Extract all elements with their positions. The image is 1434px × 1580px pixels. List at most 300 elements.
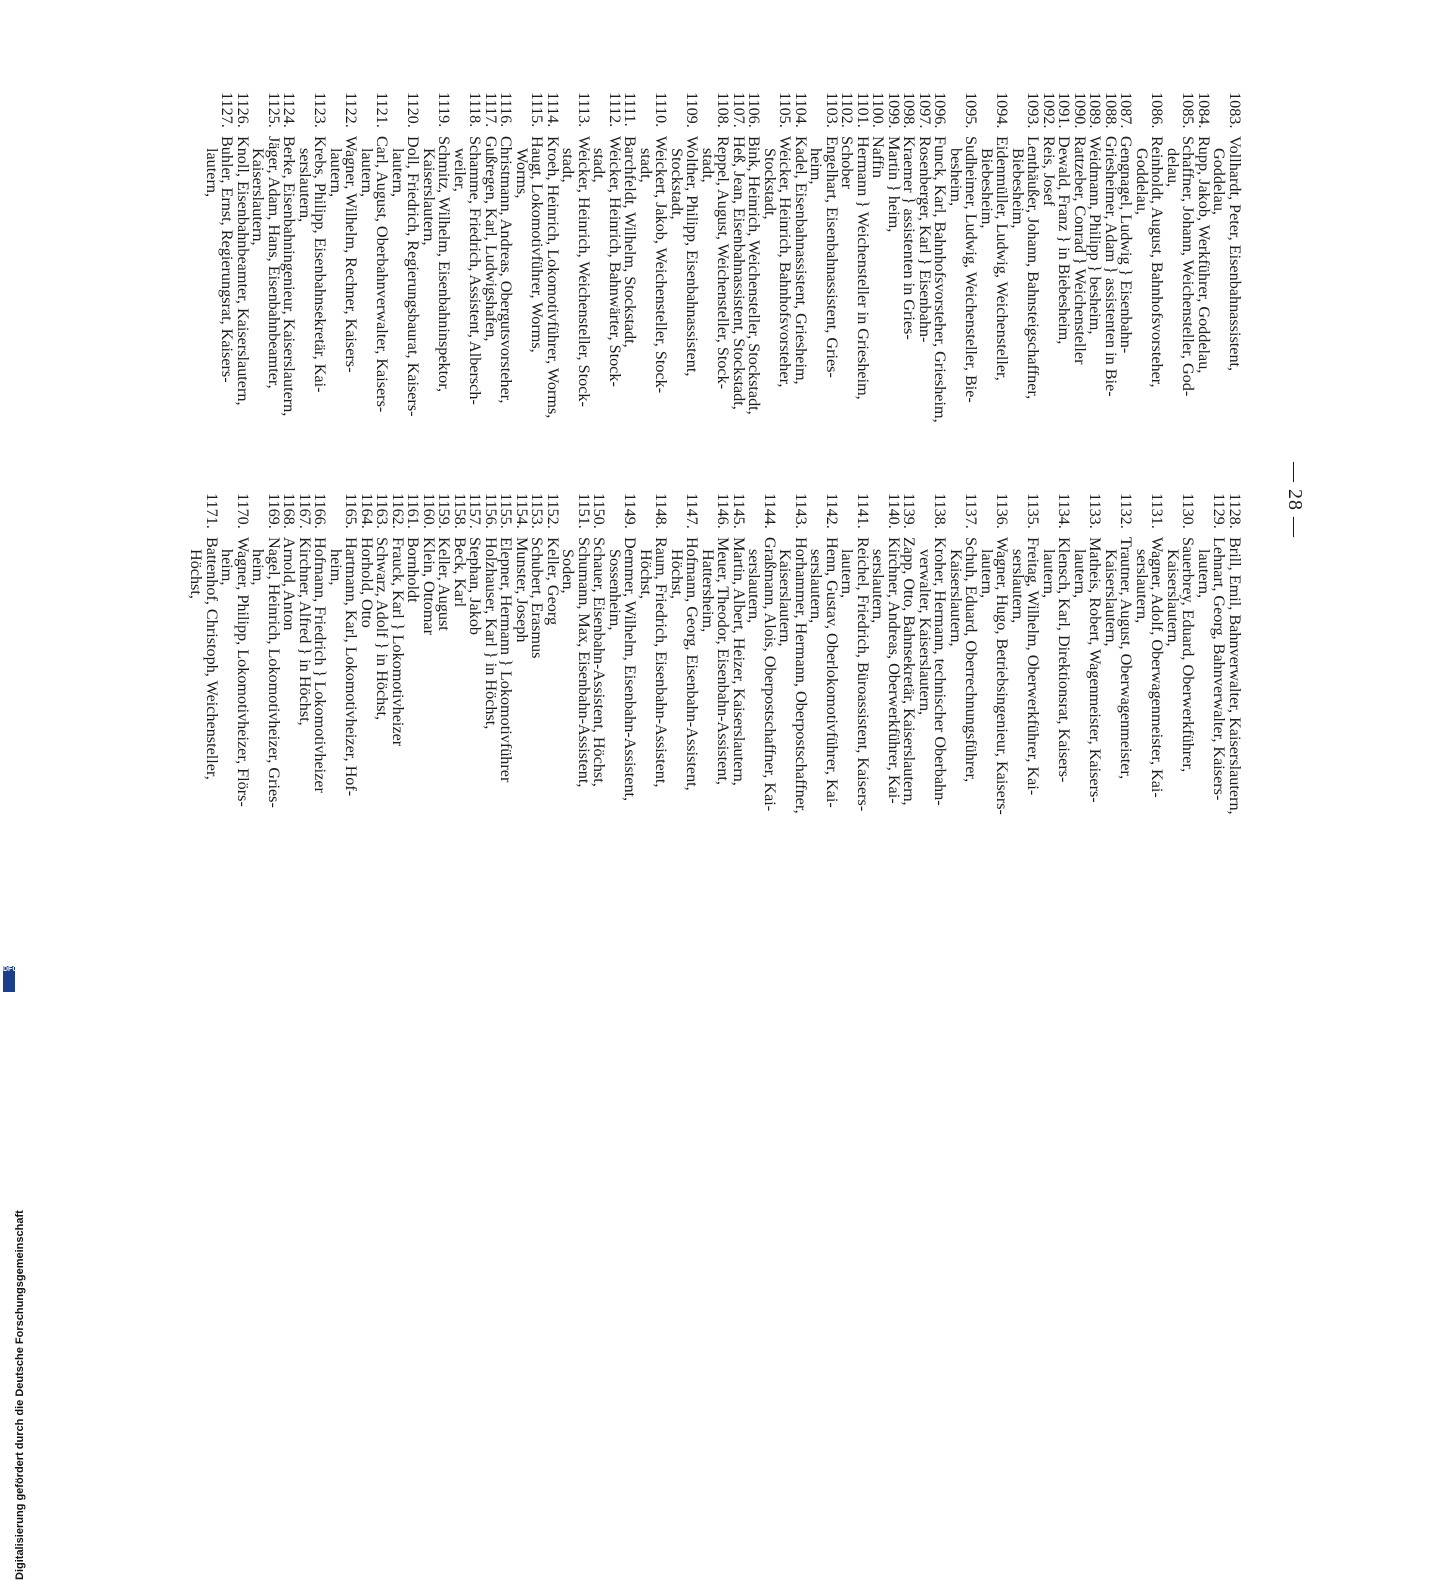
entry-text: Berke, Eisenbahningenieur, Kaiserslautern,: [280, 136, 299, 417]
entry-text: Elepner, Hermann } Lokomotivführer: [497, 537, 516, 783]
entry-number: 1083.: [1226, 92, 1244, 129]
entry-number: 1169.: [265, 493, 283, 529]
register-entry: [405, 493, 421, 923]
entry-number: 1149.: [621, 493, 640, 529]
register-entry: [514, 92, 545, 512]
entry-number: 1160.: [420, 493, 438, 529]
register-entry: [498, 92, 514, 512]
entry-text: Schubert, Erasmus: [528, 537, 547, 659]
register-entry: [1072, 493, 1103, 923]
entry-text: Freitag, Wilhelm, Oberwerkführer, Kai-: [1024, 537, 1043, 796]
register-entry: [219, 493, 250, 923]
register-entry: [669, 92, 700, 512]
entry-number: 1170.: [234, 493, 252, 529]
entry-text: Knoll, Eisenbahnbeamter, Kaiserslautern,: [234, 136, 252, 406]
entry-continuation: delau,: [1164, 148, 1182, 188]
entry-continuation: lautern,: [1040, 549, 1058, 598]
entry-number: 1126.: [234, 92, 252, 128]
register-entry: [328, 92, 359, 512]
dfg-logo: [3, 966, 18, 992]
register-entry: [188, 493, 219, 923]
entry-number: 1147.: [683, 493, 702, 529]
entry-continuation: heim,: [327, 549, 345, 586]
entry-number: 1088.: [1102, 92, 1120, 129]
entry-number: 1156.: [482, 493, 500, 529]
entry-number: 1103.: [823, 92, 841, 128]
entry-continuation: Kaiserslautern,: [1102, 549, 1120, 647]
entry-text: Hermann } Weichensteller in Griesheim,: [854, 136, 872, 400]
register-entry: [700, 92, 731, 512]
register-entry: [979, 493, 1010, 923]
entry-number: 1119.: [435, 92, 454, 128]
page-number: — 28 —: [1284, 462, 1306, 538]
entry-continuation: stadt,: [590, 148, 609, 183]
register-entry: [746, 92, 762, 512]
entry-number: 1145.: [730, 493, 748, 529]
register-entry: [467, 493, 483, 923]
entry-text: Heß, Jean, Eisenbahnassistent, Stockstadt,: [730, 136, 748, 410]
entry-text: Schaffner, Johann, Weichensteller, God-: [1179, 136, 1198, 397]
dfg-logo-text: DFG: [3, 966, 18, 973]
entry-number: 1087.: [1117, 92, 1136, 129]
entry-number: 1099.: [885, 92, 903, 129]
entry-text: Sudheimer, Ludwig, Weichensteller, Bie-: [962, 136, 981, 403]
entry-number: 1164.: [358, 493, 376, 529]
entry-text: Kirchner, Alfred } in Höchst,: [296, 537, 314, 726]
entry-text: Barchfeldt, Wilhelm, Stockstadt,: [621, 136, 640, 348]
entry-continuation: Höchst,: [668, 549, 686, 599]
register-entry: [1072, 92, 1088, 512]
entry-continuation: besheim,: [947, 148, 965, 206]
entry-text: Schauer, Eisenbahn-Assistent, Höchst,: [590, 537, 609, 787]
entry-number: 1124.: [280, 92, 299, 128]
entry-text: Reis, Josef: [1040, 136, 1058, 207]
entry-text: Meuer, Theodor, Eisenbahn-Assistent,: [714, 537, 733, 785]
entry-continuation: stadt,: [637, 148, 655, 183]
funding-sidebar: [0, 600, 26, 1580]
entry-number: 1154.: [513, 493, 531, 529]
entry-continuation: heim,: [807, 148, 826, 185]
entry-continuation: Biebesheim,: [1009, 148, 1027, 229]
entry-text: Kraemer } assistenten in Gries-: [900, 136, 919, 340]
entry-continuation: Kaiserslautern,: [947, 549, 965, 647]
register-entry: [1103, 493, 1134, 923]
entry-number: 1092.: [1040, 92, 1058, 129]
entry-text: Schwarz, Adolf } in Höchst,: [373, 537, 392, 721]
entry-number: 1122.: [342, 92, 361, 128]
entry-number: 1089.: [1086, 92, 1105, 129]
entry-text: Weicker, Heinrich, Bahnhofsvorsteher,: [776, 136, 795, 388]
entry-continuation: Kaiserslautern,: [1164, 549, 1182, 647]
entry-number: 1107.: [730, 92, 748, 128]
entry-continuation: lautern,: [1071, 549, 1089, 598]
entry-text: Kroher, Hermann, technischer Oberbahn-: [931, 537, 950, 806]
register-entry: [1118, 92, 1134, 512]
register-entry: [979, 92, 1010, 512]
register-entry: [1010, 493, 1041, 923]
register-entry: [855, 92, 871, 512]
entry-number: 1131.: [1148, 493, 1167, 529]
entry-text: Arnold, Anton: [280, 537, 299, 631]
entry-text: Jäger, Adam, Hans, Eisenbahnbeamter,: [265, 136, 283, 389]
entry-text: Weidmann, Philipp } besheim,: [1086, 136, 1105, 335]
register-entry: [591, 92, 622, 512]
register-entry: [901, 92, 917, 512]
register-entry: [328, 493, 359, 923]
entry-text: Eidenmüller, Ludwig, Weichensteller,: [993, 136, 1012, 381]
entry-number: 1135.: [1024, 493, 1043, 529]
register-entry: [297, 493, 313, 923]
entry-number: 1114.: [544, 92, 562, 128]
right-column: [188, 493, 1242, 923]
entry-number: 1116.: [497, 92, 516, 128]
register-entry: [917, 92, 933, 512]
register-entry: [281, 493, 297, 923]
register-entry: [839, 493, 870, 923]
entry-number: 1130.: [1179, 493, 1198, 529]
entry-text: Weickert, Jakob, Weichensteller, Stock-: [652, 136, 671, 394]
register-entry: [545, 493, 561, 923]
entry-text: Schumann, Max, Eisenbahn-Assistent,: [575, 537, 593, 788]
entry-text: Wolther, Philipp, Eisenbahnassistent,: [683, 136, 702, 377]
entry-text: Christmann, Andreas, Obergutsvorsteher,: [497, 136, 516, 404]
register-entry: [1134, 92, 1165, 512]
entry-text: Keller, August: [435, 537, 454, 631]
entry-continuation: Höchst,: [637, 549, 655, 599]
entry-continuation: verwalter, Kaiserslautern,: [916, 549, 934, 716]
entry-number: 1167.: [296, 493, 314, 529]
entry-number: 1166.: [311, 493, 330, 529]
entry-text: Reppel, August, Weichensteller, Stock-: [714, 136, 733, 390]
entry-continuation: lautern,: [327, 148, 345, 197]
entry-text: Haugt, Lokomotivführer, Worms,: [528, 136, 547, 353]
entry-number: 1093.: [1024, 92, 1043, 129]
entry-text: Griesheimer, Adam } assistenten in Bie-: [1102, 136, 1120, 397]
entry-continuation: Sossenheim,: [606, 549, 624, 631]
entry-number: 1141.: [854, 493, 872, 529]
entry-number: 1098.: [900, 92, 919, 129]
register-entry: [281, 92, 297, 512]
entry-text: Schamme, Friedrich, Assistent, Albersch-: [466, 136, 485, 405]
entry-text: Horhammer, Hermann, Oberpostschaffner,: [792, 537, 810, 814]
register-entry: [1165, 92, 1196, 512]
register-entry: [312, 493, 328, 923]
entry-text: Bink, Heinrich, Weichensteller, Stockstadt,: [745, 136, 764, 415]
funding-note: Digitalisierung gefördert durch die Deutsche Forschungsgemeinschaft: [14, 1210, 26, 1580]
entry-number: 1129.: [1210, 493, 1229, 529]
register-entry: [390, 92, 421, 512]
entry-number: 1142.: [823, 493, 841, 529]
entry-continuation: serslautern,: [869, 549, 888, 624]
register-entry: [529, 493, 545, 923]
register-entry: [545, 92, 561, 512]
entry-number: 1137.: [962, 493, 981, 529]
register-entry: [483, 92, 499, 512]
entry-number: 1085.: [1179, 92, 1198, 129]
entry-number: 1084.: [1195, 92, 1213, 129]
entry-number: 1100.: [869, 92, 888, 128]
register-entry: [622, 92, 638, 512]
entry-number: 1144.: [761, 493, 779, 529]
register-entry: [560, 493, 591, 923]
register-entry: [870, 92, 886, 512]
entry-number: 1121.: [373, 92, 392, 128]
entry-number: 1158.: [451, 493, 469, 529]
entry-text: Munster, Joseph: [513, 537, 531, 643]
entry-number: 1148.: [652, 493, 671, 529]
entry-number: 1102.: [838, 92, 857, 128]
entry-continuation: Stockstadt,: [761, 148, 779, 220]
entry-text: Weicker, Heinrich, Bahnwärter, Stock-: [606, 136, 624, 387]
entry-number: 1127.: [218, 92, 237, 128]
entry-number: 1168.: [280, 493, 299, 529]
entry-text: Gußregen, Karl, Ludwigshafen,: [482, 136, 500, 342]
entry-continuation: Soden,: [559, 549, 578, 594]
entry-number: 1117.: [482, 92, 500, 128]
entry-number: 1113.: [575, 92, 593, 128]
register-entry: [250, 493, 281, 923]
entry-text: Martin } heim,: [885, 136, 903, 233]
register-entry: [390, 493, 406, 923]
entry-text: Rosenberger, Karl } Eisenbahn-: [916, 136, 934, 343]
entry-continuation: Hattersheim,: [699, 549, 717, 633]
register-entry: [421, 493, 437, 923]
entry-continuation: serslautern,: [1009, 549, 1027, 624]
entry-text: Keller, Georg: [544, 537, 562, 626]
register-entry: [452, 92, 483, 512]
entry-text: Schmitz, Wilhelm, Eisenbahninspektor,: [435, 136, 454, 393]
entry-continuation: serslautern,: [745, 549, 764, 624]
entry-text: Hartmann, Karl, Lokomotivheizer, Hof-: [342, 537, 361, 797]
entry-continuation: Höchst,: [187, 549, 206, 599]
entry-continuation: Kaiserslautern,: [776, 549, 795, 647]
entry-number: 1105.: [776, 92, 795, 128]
register-entry: [1041, 92, 1057, 512]
register-entry: [870, 493, 901, 923]
entry-text: Graßmann, Alois, Oberpostschaffner, Kai-: [761, 537, 779, 812]
entry-number: 1140.: [885, 493, 903, 529]
entry-number: 1109.: [683, 92, 702, 128]
entry-number: 1096.: [931, 92, 950, 129]
register-entry: [1010, 92, 1041, 512]
register-entry: [793, 92, 809, 512]
entry-number: 1132.: [1117, 493, 1136, 529]
entry-text: Buhler, Ernst, Regierungsrat, Kaisers-: [218, 136, 237, 383]
entry-continuation: lautern,: [358, 148, 376, 197]
entry-text: Brill, Emil, Bahnverwalter, Kaiserslautern,: [1226, 537, 1244, 815]
entry-text: Carl, August, Oberbahnverwalter, Kaisers-: [373, 136, 392, 413]
entry-text: Rupp, Jakob, Werkführer, Goddelau,: [1195, 136, 1213, 374]
entry-number: 1136.: [993, 493, 1012, 529]
entry-number: 1106.: [745, 92, 764, 128]
register-entry: [452, 493, 468, 923]
entry-text: Naffin: [869, 136, 888, 178]
entry-text: Lenthäußer, Johann, Bahnsteigschaffner,: [1024, 136, 1043, 400]
register-entry: [1087, 92, 1103, 512]
entry-continuation: lautern,: [838, 549, 857, 598]
register-entry: [731, 92, 747, 512]
entry-text: Gengnagel, Ludwig } Eisenbahn-: [1117, 136, 1136, 354]
entry-text: Schuh, Eduard, Oberrechnungsführer,: [962, 537, 981, 783]
entry-continuation: Biebesheim,: [978, 148, 996, 229]
entry-text: Klein, Ottomar: [420, 537, 438, 636]
register-entry: [948, 493, 979, 923]
register-entry: [1041, 493, 1072, 923]
entry-text: Trautner, August, Oberwagenmeister,: [1117, 537, 1136, 780]
entry-number: 1139.: [900, 493, 919, 529]
entry-text: Kirchner, Andreas, Oberwerkführer, Kai-: [885, 537, 903, 804]
entry-text: Wagner, Adolf, Oberwagenmeister, Kai-: [1148, 537, 1167, 798]
register-entry: [359, 92, 390, 512]
entry-number: 1094.: [993, 92, 1012, 129]
register-entry: [297, 92, 328, 512]
entry-number: 1133.: [1086, 493, 1105, 529]
entry-number: 1146.: [714, 493, 733, 529]
register-entry: [746, 493, 777, 923]
entry-number: 1112.: [606, 92, 624, 128]
entry-continuation: Kaiserslautern,: [249, 148, 268, 246]
register-entry: [483, 493, 499, 923]
entry-continuation: serslautern,: [807, 549, 826, 624]
register-entry: [1056, 92, 1072, 512]
entry-text: Raum, Friedrich, Eisenbahn-Assistent,: [652, 537, 671, 788]
register-entry: [1134, 493, 1165, 923]
entry-number: 1138.: [931, 493, 950, 529]
entry-number: 1143.: [792, 493, 810, 529]
entry-text: Kroeh, Heinrich, Lokomotivführer, Worms,: [544, 136, 562, 419]
register-entry: [917, 493, 948, 923]
entry-text: Matheis, Robert, Wagenmeister, Kaisers-: [1086, 537, 1105, 803]
register-entry: [235, 92, 251, 512]
register-entry: [204, 92, 235, 512]
register-entry: [638, 493, 669, 923]
register-entry: [514, 493, 530, 923]
entry-text: Beck, Karl: [451, 537, 469, 608]
entry-number: 1153.: [528, 493, 547, 529]
entry-number: 1120.: [404, 92, 423, 128]
entry-number: 1125.: [265, 92, 283, 128]
entry-text: Wagner, Hugo, Betriebsingenieur, Kaisers-: [993, 537, 1012, 815]
entry-continuation: serslautern,: [1133, 549, 1151, 624]
entry-text: Weicker, Heinrich, Weichensteller, Stock-: [575, 136, 593, 407]
entry-continuation: stadt,: [699, 148, 717, 183]
entry-text: Klensch, Karl, Direktionsrat, Kaisers-: [1055, 537, 1074, 783]
register-entry: [607, 493, 638, 923]
entry-continuation: Goddelau,: [1133, 148, 1151, 215]
entry-number: 1162.: [389, 493, 407, 529]
register-entry: [1165, 493, 1196, 923]
entry-continuation: lautern,: [978, 549, 996, 598]
entry-number: 1155.: [497, 493, 516, 529]
entry-text: Horhold, Otto: [358, 537, 376, 628]
entry-continuation: Goddelau,: [1210, 148, 1229, 215]
entry-number: 1090.: [1071, 92, 1089, 129]
entry-text: Zapp, Otto, Bahnsekretär, Kaiserslautern,: [900, 537, 919, 806]
entry-number: 1108.: [714, 92, 733, 128]
entry-text: Reinholdt, August, Bahnhofsvorsteher,: [1148, 136, 1167, 388]
entry-text: Martin, Albert, Heizer, Kaiserslautern,: [730, 537, 748, 786]
entry-number: 1151.: [575, 493, 593, 529]
register-entry: [250, 92, 281, 512]
entry-number: 1091.: [1055, 92, 1074, 129]
entry-number: 1165.: [342, 493, 361, 529]
entry-continuation: lautern,: [389, 148, 407, 197]
register-entry: [421, 92, 452, 512]
entry-text: Holzhauser, Karl } in Höchst,: [482, 537, 500, 730]
entry-text: Sauerbrey, Eduard, Oberwerkführer,: [1179, 537, 1198, 773]
register-entry: [839, 92, 855, 512]
entry-text: Stephan, Jakob: [466, 537, 485, 636]
entry-text: Frauck, Karl } Lokomotivheizer: [389, 537, 407, 747]
entry-text: Nagel, Heinrich, Lokomotivheizer, Gries-: [265, 537, 283, 808]
entry-text: Hofmann, Georg, Eisenbahn-Assistent,: [683, 537, 702, 791]
entry-text: Krebs, Philipp, Eisenbahnsekretär, Kai-: [311, 136, 330, 393]
register-entry: [669, 493, 700, 923]
register-entry: [777, 493, 808, 923]
entry-number: 1118.: [466, 92, 485, 128]
entry-number: 1097.: [916, 92, 934, 129]
entry-number: 1111.: [621, 92, 640, 127]
register-entry: [359, 493, 375, 923]
entry-text: Dewald, Franz } in Biebesheim,: [1055, 136, 1074, 345]
register-entry: [901, 493, 917, 923]
entry-number: 1095.: [962, 92, 981, 129]
left-column: [204, 92, 1243, 512]
entry-text: Henn, Gustav, Oberlokomotivführer, Kai-: [823, 537, 841, 808]
entry-number: 1101.: [854, 92, 872, 128]
entry-text: Rattzeber, Conrad } Weichensteller: [1071, 136, 1089, 365]
entry-continuation: serslautern,: [296, 148, 314, 223]
register-entry: [1103, 92, 1119, 512]
register-entry: [1211, 92, 1242, 512]
entry-text: Kadel, Eisenbahnassistent, Griesheim,: [792, 136, 810, 385]
entry-continuation: lautern,: [203, 148, 221, 197]
entry-number: 1104.: [792, 92, 810, 128]
entry-number: 1086.: [1148, 92, 1167, 129]
register-entry: [731, 493, 747, 923]
entry-text: Wagner, Philipp, Lokomotivheizer, Flörs-: [234, 537, 252, 807]
register-entry: [1196, 92, 1212, 512]
register-entry: [638, 92, 669, 512]
entry-text: Vollhardt, Peter, Eisenbahnassistent,: [1226, 136, 1244, 372]
entry-number: 1115.: [528, 92, 547, 128]
register-entry: [436, 493, 452, 923]
entry-number: 1150.: [590, 493, 609, 529]
register-entry: [700, 493, 731, 923]
entry-number: 1161.: [404, 493, 423, 529]
entry-continuation: heim,: [218, 549, 237, 586]
entry-number: 1159.: [435, 493, 454, 529]
entry-number: 1110.: [652, 92, 671, 128]
register-entry: [808, 92, 839, 512]
entry-continuation: Worms,: [513, 148, 531, 199]
entry-text: Wagner, Wilhelm, Rechner, Kaisers-: [342, 136, 361, 373]
register-entry: [498, 493, 514, 923]
entry-number: 1152.: [544, 493, 562, 529]
entry-number: 1123.: [311, 92, 330, 128]
register-entry: [374, 493, 390, 923]
entry-text: Battenhof, Christoph, Weichensteller,: [203, 537, 221, 780]
entry-text: Bornholdt: [404, 537, 423, 603]
register-entry: [948, 92, 979, 512]
entry-continuation: Kaiserslautern,: [420, 148, 438, 246]
entry-text: Lehnart, Georg, Bahnverwalter, Kaisers-: [1210, 537, 1229, 801]
entry-number: 1157.: [466, 493, 485, 529]
entry-number: 1163.: [373, 493, 392, 529]
entry-continuation: heim,: [249, 549, 268, 586]
entry-continuation: lautern,: [1195, 549, 1213, 598]
entry-number: 1134.: [1055, 493, 1074, 529]
